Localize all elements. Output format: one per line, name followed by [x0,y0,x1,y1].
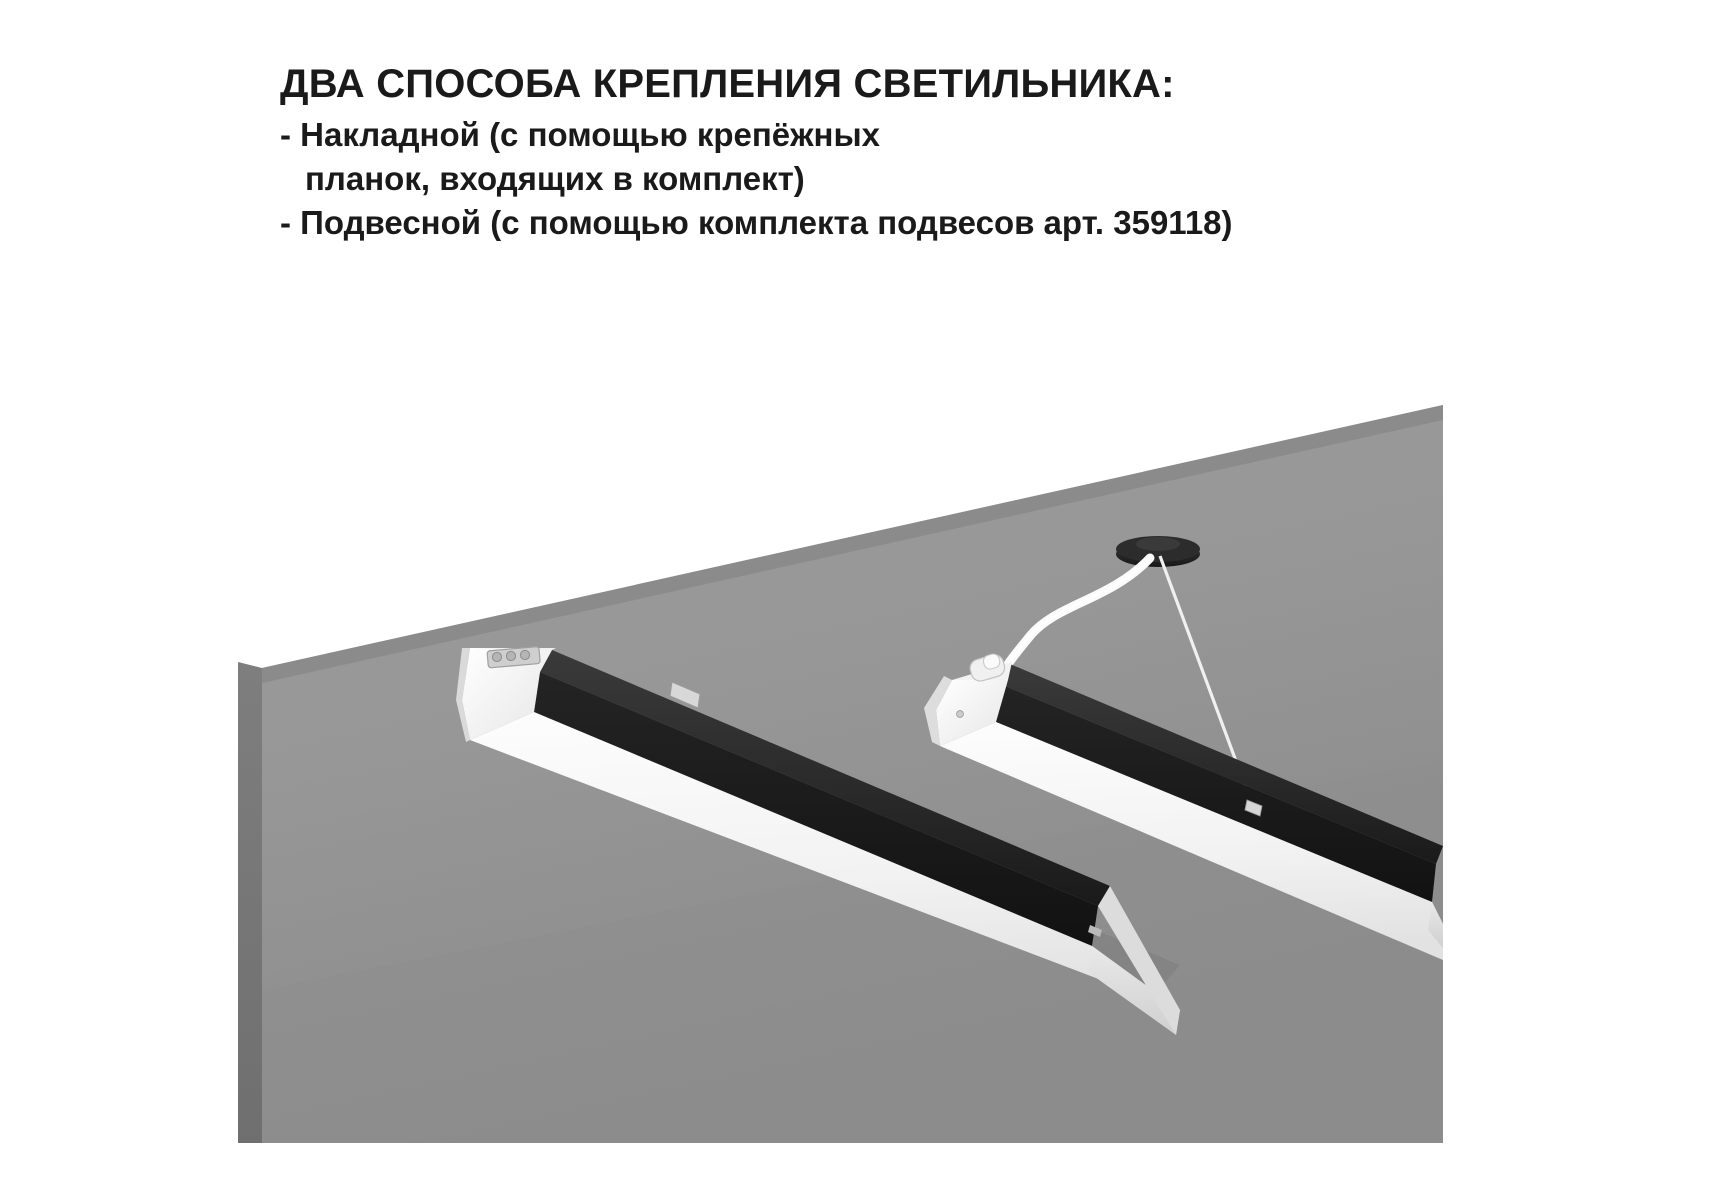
ceiling-left-edge [238,662,262,1143]
suspension-canopy [1116,536,1200,567]
canopy-cap [1136,537,1180,551]
bullet-item-1: - Накладной (с помощью крепёжных [280,115,881,153]
page-title: ДВА СПОСОБА КРЕПЛЕНИЯ СВЕТИЛЬНИКА: [280,62,1175,106]
driver-box-screw-icon [957,711,964,718]
bullet-item-2: - Подвесной (с помощью комплекта подвесов арт. 359118) [280,203,1233,241]
bullet-item-1-continuation: планок, входящих в комплект) [305,159,805,197]
